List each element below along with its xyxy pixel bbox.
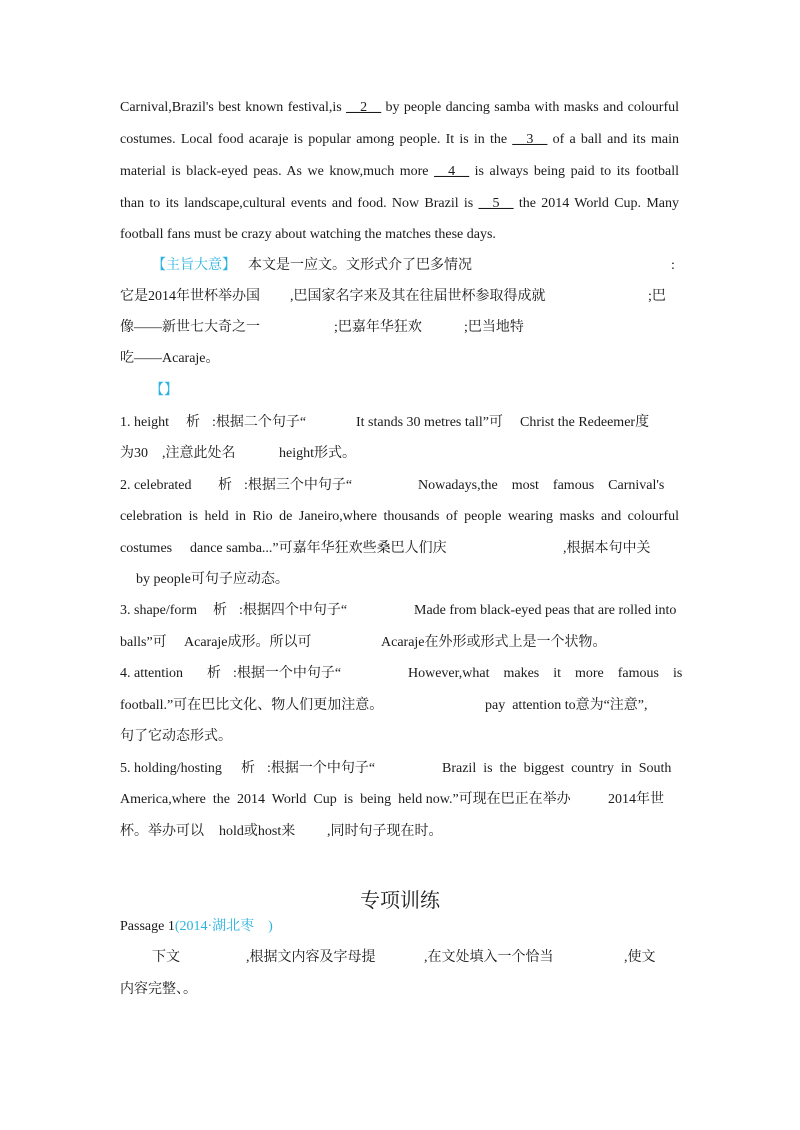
summary-line-2a: 它是2014年世杯举办国: [120, 289, 260, 304]
answer-5-quote: Brazil is the biggest country in South: [442, 761, 672, 776]
summary-line-1-end: :: [671, 258, 675, 273]
passage-line-2: costumes. Local food acaraje is popular among people. It is in the __3__ of a ball and its main: [120, 132, 679, 147]
answer-1-l2a: 为30: [120, 446, 148, 461]
answer-2-text: :根据三个中句子“: [244, 478, 353, 493]
answer-3-l2b: Acaraje成形。所以可: [184, 635, 312, 650]
answer-3-label: 析: [213, 603, 227, 618]
answer-1-end: Christ the Redeemer度: [520, 415, 650, 430]
instructions-l1a: 下文: [152, 950, 180, 965]
passage-1-label: Passage 1: [120, 919, 175, 934]
answer-4-l2b: pay attention to意为“注意”,: [485, 698, 648, 713]
answer-5-text: :根据一个中句子“: [267, 761, 376, 776]
passage-line-3: material is black-eyed peas. As we know,much more __4__ is always being paid to its football: [120, 164, 679, 179]
instructions-l1c: ,在文处填入一个恰当: [424, 950, 554, 965]
answer-2-label: 析: [218, 478, 232, 493]
answer-4-text: :根据一个中句子“: [233, 666, 342, 681]
answer-2-l4: by people可句子应动态。: [136, 572, 289, 587]
answer-2-l3a: costumes: [120, 541, 173, 556]
instructions-l1b: ,根据文内容及字母提: [246, 950, 376, 965]
answer-3-number: 3. shape/form: [120, 603, 197, 618]
answer-5-label: 析: [241, 761, 255, 776]
answer-5-l2b: 2014年世: [608, 792, 664, 807]
passage-1-heading: [120, 917, 273, 937]
answer-2-quote: Nowadays,the most famous Carnival's: [418, 478, 665, 493]
passage-line-1: Carnival,Brazil's best known festival,is __2__ by people dancing samba with masks and colourful: [120, 100, 679, 115]
answer-4-number: 4. attention: [120, 666, 183, 681]
section-title: 专项训练: [360, 888, 440, 912]
answer-1-text: :根据二个句子“: [212, 415, 307, 430]
answer-5-l2a: America,where the 2014 World Cup is being held now.”可现在巴正在举办: [120, 792, 571, 807]
answer-2-l2: celebration is held in Rio de Janeiro,where thousands of people wearing masks and colourful: [120, 509, 679, 524]
answer-1-label: 析: [186, 415, 200, 430]
answer-1-quote: It stands 30 metres tall”可: [356, 415, 503, 430]
answer-3-l2a: balls”可: [120, 635, 167, 650]
blank-3: __3__: [512, 132, 548, 147]
instructions-l2: 内容完整、。: [120, 982, 197, 997]
answer-4-label: 析: [207, 666, 221, 681]
blank-2: __2__: [346, 100, 382, 115]
answer-5-l3c: ,同时句子现在时。: [327, 824, 443, 839]
summary-tag: 【主旨大意】: [152, 258, 236, 273]
answer-1-number: 1. height: [120, 415, 169, 430]
answer-4-l2a: football.”可在巴比文化、物人们更加注意。: [120, 698, 384, 713]
answer-2-l3b: dance samba...”可嘉年华狂欢些桑巴人们庆: [190, 541, 447, 556]
answers-tag: 【】: [150, 383, 178, 398]
passage-1-source: (2014·湖北枣 ): [174, 919, 273, 934]
passage-line-4: than to its landscape,cultural events and food. Now Brazil is __5__ the 2014 World Cup. Many: [120, 196, 679, 211]
summary-line-2b: ,巴国家名字来及其在往届世杯参取得成就: [290, 289, 546, 304]
answer-1-l2b: ,注意此处名: [162, 446, 236, 461]
answer-5-l3b: hold或host来: [219, 824, 296, 839]
passage-line-5: football fans must be crazy about watching the matches these days.: [120, 227, 496, 242]
answer-3-text: :根据四个中句子“: [239, 603, 348, 618]
instructions-l1d: ,使文: [624, 950, 656, 965]
answer-4-l3: 句了它动态形式。: [120, 729, 232, 744]
summary-line-3c: ;巴当地特: [464, 320, 524, 335]
blank-4: __4__: [434, 164, 470, 179]
summary-line-3b: ;巴嘉年华狂欢: [334, 320, 422, 335]
answer-5-number: 5. holding/hosting: [120, 761, 222, 776]
answer-2-l3c: ,根据本句中关: [563, 541, 651, 556]
answer-5-l3a: 杯。举办可以: [120, 824, 204, 839]
answer-3-l2c: Acaraje在外形或形式上是一个状物。: [381, 635, 607, 650]
answer-4-quote: However,what makes it more famous is: [408, 666, 683, 681]
answer-2-number: 2. celebrated: [120, 478, 192, 493]
blank-5: __5__: [478, 196, 514, 211]
answer-3-quote: Made from black-eyed peas that are rolled into: [414, 603, 677, 618]
summary-line-1: 本文是一应文。文形式介了巴多情况: [248, 258, 472, 273]
summary-line-3a: 像——新世七大奇之一: [120, 320, 260, 335]
summary-line-4: 吃——Acaraje。: [120, 351, 220, 366]
answer-1-l2c: height形式。: [279, 446, 356, 461]
summary-line-2c: ;巴: [648, 289, 666, 304]
